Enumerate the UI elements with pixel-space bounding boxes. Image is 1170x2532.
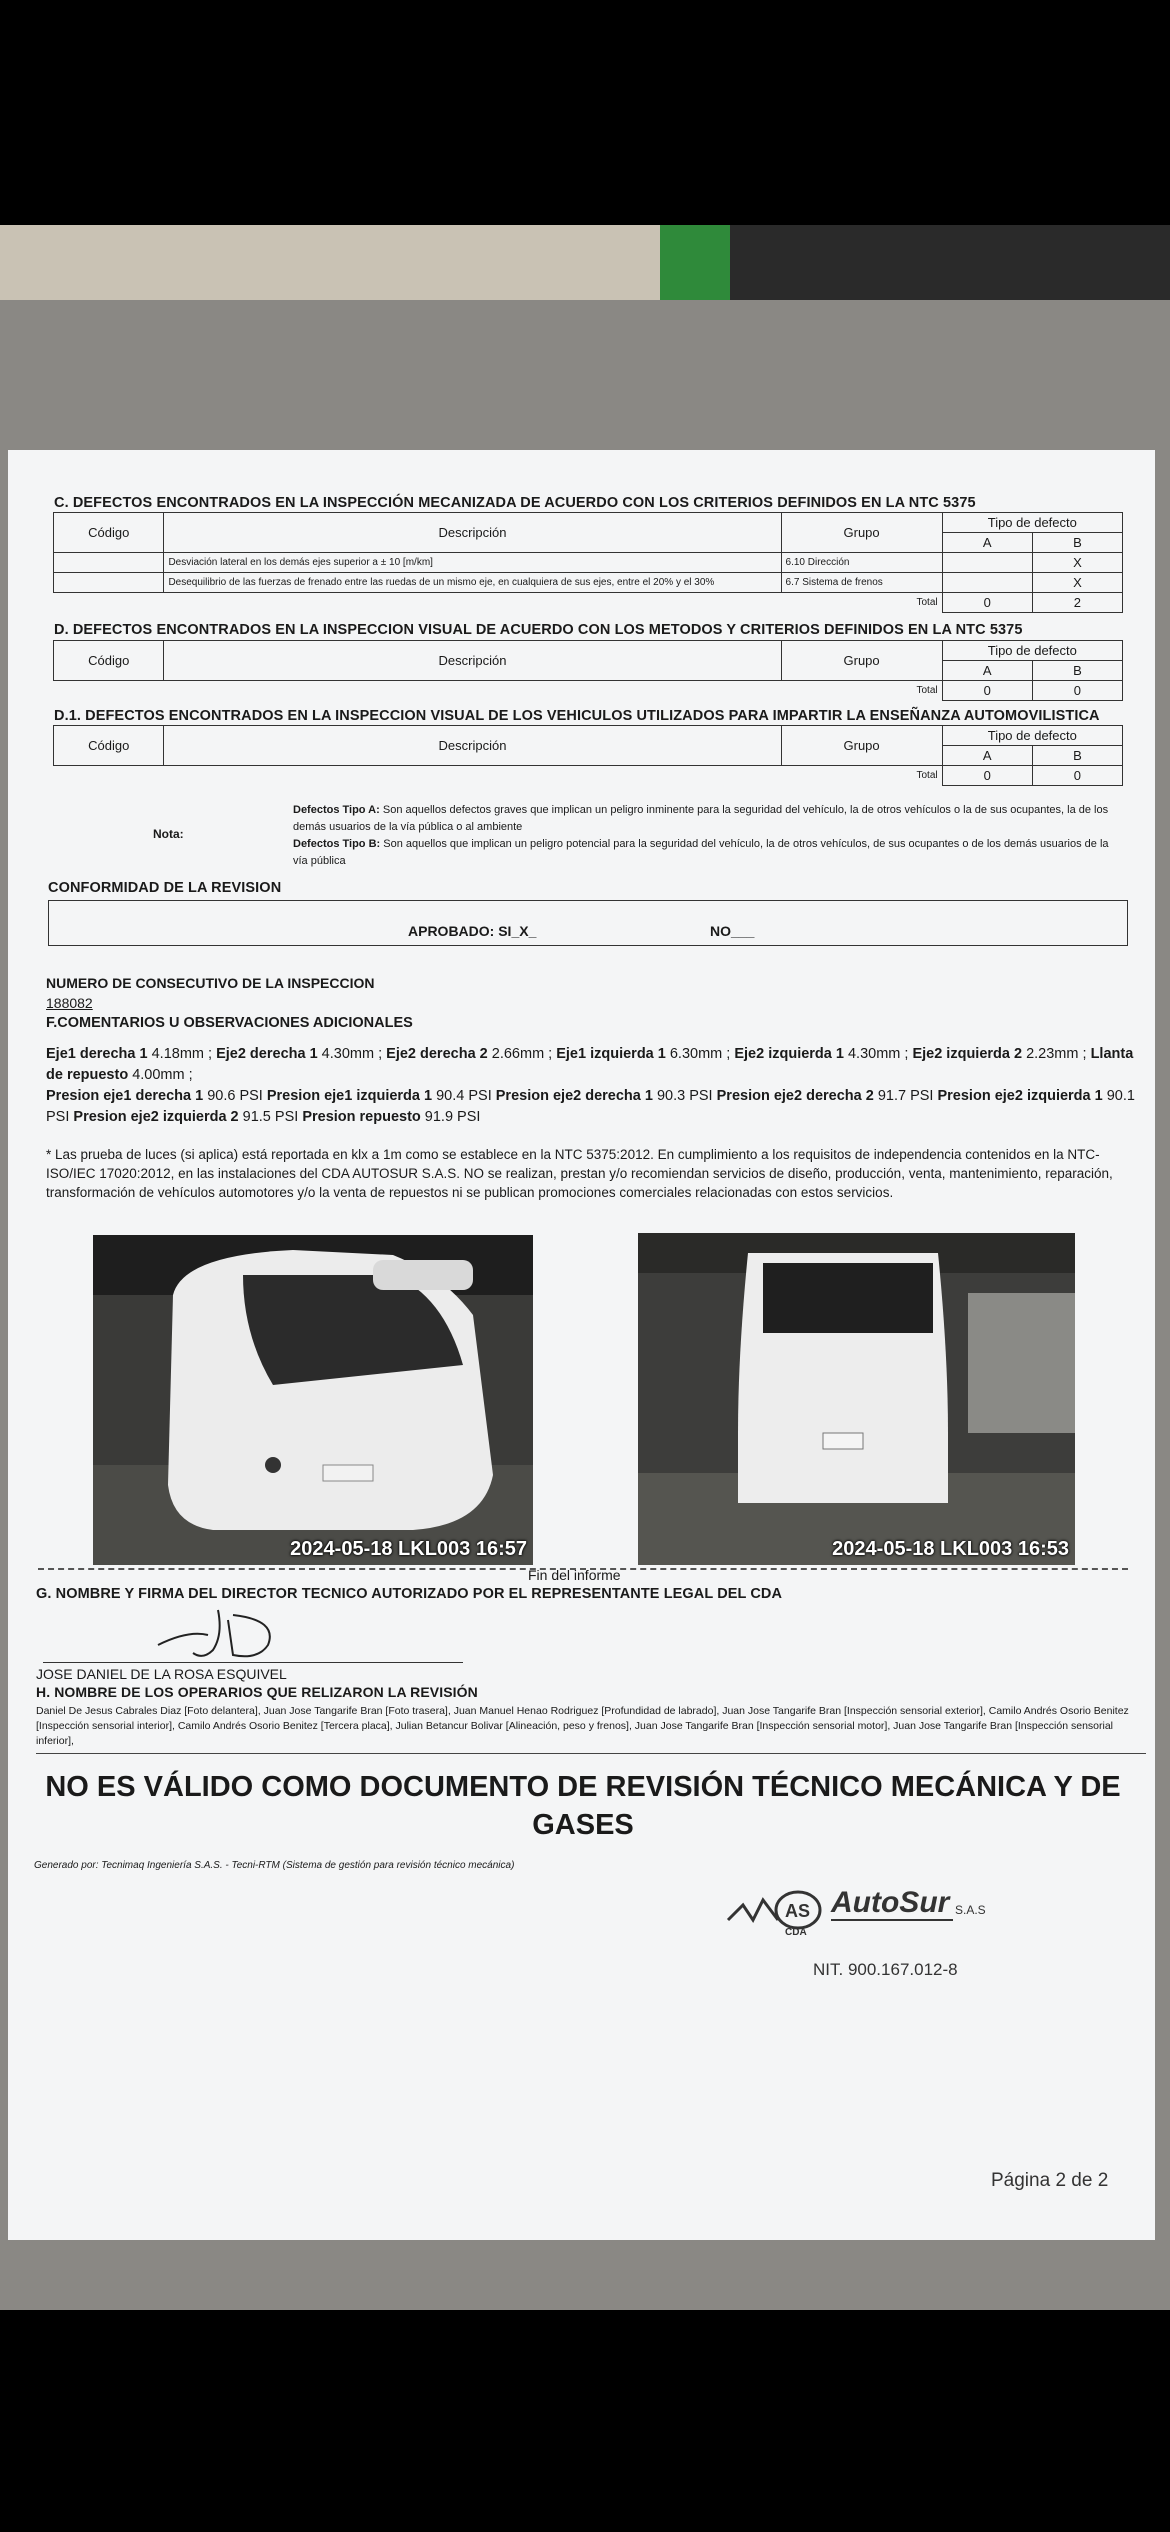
note-text [293,802,1123,870]
col-a: A [942,661,1032,681]
col-group: Grupo [781,726,942,766]
col-b: B [1032,661,1122,681]
page-number: Página 2 de 2 [991,2170,1109,2191]
autosur-logo [723,1880,1023,1940]
measure-label: Eje2 derecha 1 [216,1046,318,1062]
nit-number: NIT. 900.167.012-8 [813,1960,958,1979]
col-type: Tipo de defecto [942,726,1122,746]
note-b-label: Defectos Tipo B: [293,838,381,850]
row-group: 6.7 Sistema de frenos [781,573,942,593]
section-c-title: C. DEFECTOS ENCONTRADOS EN LA INSPECCIÓN MECANIZADA DE ACUERDO CON LOS CRITERIOS DEFINIDOS EN LA NTC 5375 [54,495,976,511]
logo-suffix: S.A.S [955,1903,986,1917]
col-description: Descripción [164,513,781,553]
measure-value: 4.18mm ; [147,1046,217,1062]
approved-no: NO___ [710,923,755,939]
measure-value: 91.9 PSI [420,1109,481,1125]
measure-value: 4.30mm ; [843,1046,913,1062]
rear-photo-stamp: 2024-05-18 LKL003 16:53 [832,1538,1069,1560]
measure-label: Eje1 derecha 1 [46,1046,148,1062]
end-of-report: Fin del informe [528,1567,621,1583]
row-group: 6.10 Dirección [781,553,942,573]
signature-line [43,1662,463,1663]
col-group: Grupo [781,513,942,553]
section-d-title: D. DEFECTOS ENCONTRADOS EN LA INSPECCION VISUAL DE ACUERDO CON LOS METODOS Y CRITERIOS DEFINIDOS EN LA NTC 5375 [54,622,1023,638]
measure-value: 90.6 PSI [203,1088,267,1104]
section-c-table [53,512,1123,613]
measure-label: Presion eje2 izquierda 1 [937,1088,1103,1104]
col-b: B [1032,746,1122,766]
measure-label: Presion repuesto [302,1109,421,1125]
measure-value: 2.23mm ; [1022,1046,1091,1062]
consecutivo-title: NUMERO DE CONSECUTIVO DE LA INSPECCION [46,975,375,991]
measure-value: 90.4 PSI [432,1088,496,1104]
bus-rear-image [638,1233,1075,1565]
col-code: Código [54,641,164,681]
logo-name: AutoSur [831,1886,950,1919]
comentarios-title: F.COMENTARIOS U OBSERVACIONES ADICIONALES [46,1015,413,1031]
logo-cda: CDA [785,1927,807,1938]
measure-value: 4.30mm ; [317,1046,387,1062]
tread-depth-line [46,1044,1136,1086]
measure-value: 91.5 PSI [238,1109,303,1125]
total-a: 0 [942,593,1032,613]
measure-label: Eje2 derecha 2 [386,1046,488,1062]
section-g-title: G. NOMBRE Y FIRMA DEL DIRECTOR TECNICO AUTORIZADO POR EL REPRESENTANTE LEGAL DEL CDA [36,1586,783,1602]
measure-value: 4.00mm ; [128,1067,193,1083]
note-a-text: Son aquellos defectos graves que implican un peligro inminente para la seguridad del vehículo, la de otros vehículos o la de sus ocupantes, la de los demás usuarios de la vía pública o al ambiente [293,804,1109,833]
tire-pressure-line [46,1086,1136,1128]
director-name: JOSE DANIEL DE LA ROSA ESQUIVEL [36,1666,287,1682]
measure-label: Presion eje2 derecha 2 [716,1088,874,1104]
measure-label: Presion eje1 izquierda 1 [266,1088,433,1104]
col-type: Tipo de defecto [942,513,1122,533]
col-description: Descripción [164,726,781,766]
measure-value: 91.7 PSI [873,1088,938,1104]
row-description: Desequilibrio de las fuerzas de frenado entre las ruedas de un mismo eje, en cualquiera de sus ejes, entre el 20% y el 30% [164,573,781,593]
total-a: 0 [942,766,1032,786]
approved-yes: APROBADO: SI_X_ [408,923,537,939]
col-group: Grupo [781,641,942,681]
section-d1-table [53,725,1123,786]
autosur-logo-mark [723,1880,1023,1940]
consecutivo-value: 188082 [46,995,93,1011]
logo-monogram: AS [785,1901,811,1921]
note-b-text: Son aquellos que implican un peligro potencial para la seguridad del vehículo, la de otros vehículos, de sus ocupantes o de los demás usuarios de la vía pública [293,838,1109,867]
total-a: 0 [942,681,1032,701]
measure-label: Llanta de repuesto [46,1046,1134,1083]
total-b: 0 [1032,766,1122,786]
front-photo-stamp: 2024-05-18 LKL003 16:57 [290,1538,527,1560]
total-b: 2 [1032,593,1122,613]
row-b: X [1032,553,1122,573]
measure-value: 90.3 PSI [652,1088,717,1104]
total-label: Total [916,770,938,782]
measure-label: Eje2 izquierda 1 [734,1046,844,1062]
table-row [54,553,1123,573]
table-row [54,573,1123,593]
measure-value: 6.30mm ; [665,1046,735,1062]
row-description: Desviación lateral en los demás ejes superior a ± 10 [m/km] [164,553,781,573]
total-b: 0 [1032,681,1122,701]
divider-line [36,1753,1146,1754]
measure-value: 90.1 PSI [46,1088,1135,1125]
conformidad-title: CONFORMIDAD DE LA REVISION [48,880,282,896]
section-d1-title: D.1. DEFECTOS ENCONTRADOS EN LA INSPECCION VISUAL DE LOS VEHICULOS UTILIZADOS PARA IMPARTIR LA ENSEÑANZA AUTOMOVILISTICA [54,708,1100,724]
col-a: A [942,746,1032,766]
measure-label: Presion eje2 derecha 1 [495,1088,653,1104]
measure-label: Eje2 izquierda 2 [912,1046,1023,1062]
col-description: Descripción [164,641,781,681]
disclaimer: * Las prueba de luces (si aplica) está reportada en klx a 1m como se establece en la NTC 5375:2012. En cumplimiento a los requisitos de independencia contenidos en la NTC-ISO/IEC 17020:2012, en las instalaciones del CDA AUTOSUR S.A.S. NO se realizan, prestan y/o recomiendan servicios de diseño, producción, venta, mantenimiento, reparación, transformación de vehículos automotores y/o la venta de repuestos ni se publican promociones comerciales relacionadas con estos servicios. [46,1147,1113,1200]
signature [148,1605,308,1665]
note-a-label: Defectos Tipo A: [293,804,380,816]
note-label: Nota: [153,827,184,841]
rear-photo [638,1233,1075,1565]
comments-block [46,1044,1136,1128]
invalid-document-warning: NO ES VÁLIDO COMO DOCUMENTO DE REVISIÓN TÉCNICO MECÁNICA Y DE GASES [45,1771,1121,1841]
operators-list: Daniel De Jesus Cabrales Diaz [Foto delantera], Juan Jose Tangarife Bran [Foto trasera], Juan Manuel Henao Rodriguez [Profundidad de labrado], Juan Jose Tangarife Bran [Inspección sensorial exterior], Camilo Andrés Osorio Benitez [Inspección sensorial interior], Camilo Andrés Osorio Benitez [Tercera placa], Julian Betancur Bolivar [Alineación, peso y frenos], Juan Jose Tangarife Bran [Inspección sensorial motor], Juan Jose Tangarife Bran [Inspección sensorial inferior], [36,1705,1129,1747]
bus-front-image [93,1235,533,1565]
front-photo [93,1235,533,1565]
total-label: Total [916,597,938,609]
row-a [942,573,1032,593]
total-label: Total [916,685,938,697]
col-type: Tipo de defecto [942,641,1122,661]
measure-label: Eje1 izquierda 1 [556,1046,666,1062]
section-d-table [53,640,1123,701]
measure-value: 2.66mm ; [487,1046,557,1062]
row-a [942,553,1032,573]
col-b: B [1032,533,1122,553]
row-b: X [1032,573,1122,593]
measure-label: Presion eje2 izquierda 2 [73,1109,239,1125]
conformidad-box [48,900,1128,946]
measure-label: Presion eje1 derecha 1 [46,1088,204,1104]
col-code: Código [54,726,164,766]
generated-by: Generado por: Tecnimaq Ingeniería S.A.S. - Tecni-RTM (Sistema de gestión para revisión técnico mecánica) [34,1860,515,1871]
section-h-title: H. NOMBRE DE LOS OPERARIOS QUE RELIZARON LA REVISIÓN [36,1684,478,1700]
document-page [8,450,1155,2240]
col-code: Código [54,513,164,553]
col-a: A [942,533,1032,553]
